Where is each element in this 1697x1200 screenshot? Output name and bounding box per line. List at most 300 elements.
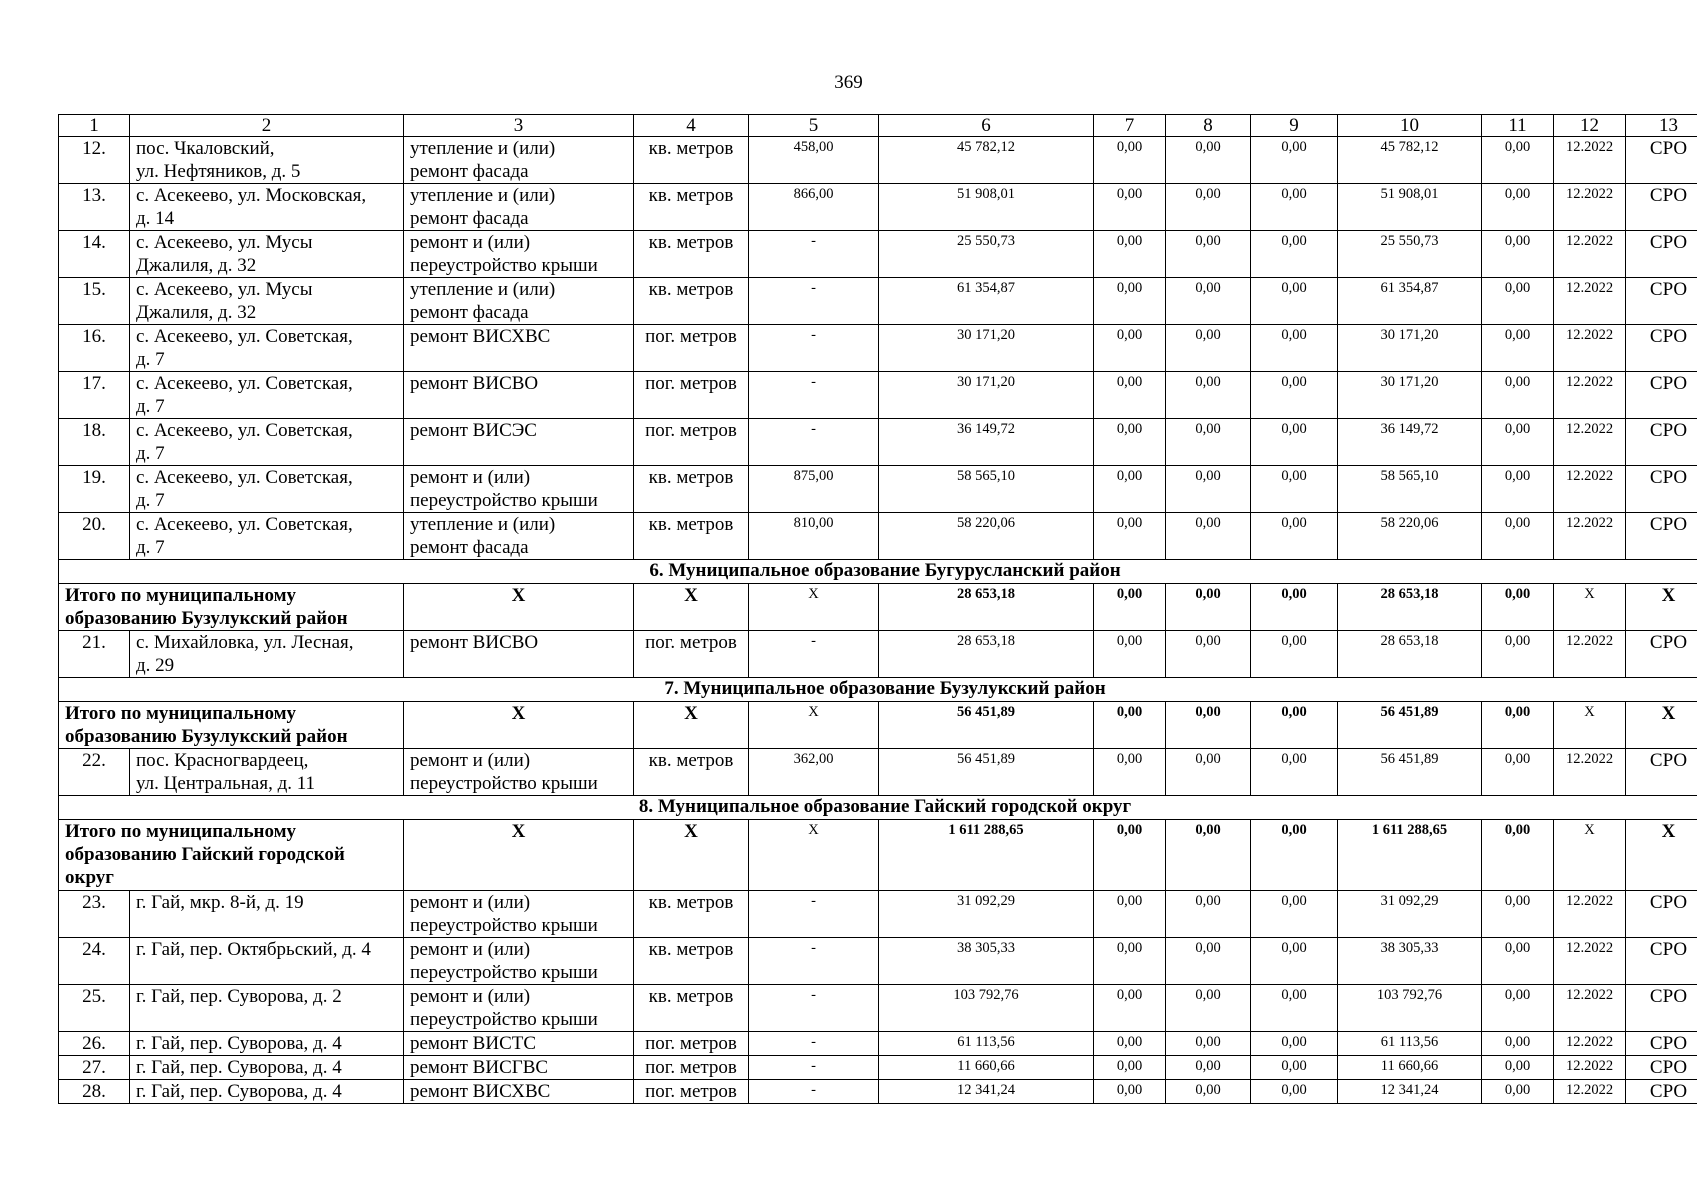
cell-8: 0,00 [1166,1080,1251,1104]
cell-12: 12.2022 [1554,466,1626,513]
work-type-line: ремонт ВИСГВС [410,1057,549,1078]
cell-11: 0,00 [1482,1032,1554,1056]
quantity: - [749,325,879,372]
cell-10: 38 305,33 [1338,938,1482,985]
address-line: г. Гай, мкр. 8-й, д. 19 [136,892,304,913]
cell-10: 51 908,01 [1338,184,1482,231]
cell-10: 25 550,73 [1338,231,1482,278]
address-line: с. Асекеево, ул. Мусы [136,232,313,253]
unit: пог. метров [634,1080,749,1104]
section-row [59,678,1697,702]
cell-9: 0,00 [1251,584,1338,631]
cell-12: 12.2022 [1554,938,1626,985]
cell-10: 45 782,12 [1338,137,1482,184]
address-line: с. Асекеево, ул. Советская, [136,373,353,394]
cell-9: 0,00 [1251,513,1338,560]
cell-9: 0,00 [1251,137,1338,184]
work-type-line: переустройство крыши [410,773,598,794]
table-row [59,372,1697,419]
row-number: 28. [59,1080,130,1104]
header-cell: 10 [1338,115,1482,137]
cell-9: 0,00 [1251,891,1338,938]
cell-9: 0,00 [1251,419,1338,466]
cell-12: 12.2022 [1554,513,1626,560]
cell-13: Х [1626,584,1697,631]
cell-11: 0,00 [1482,631,1554,678]
row-number: 19. [59,466,130,513]
header-cell: 8 [1166,115,1251,137]
cell-8: 0,00 [1166,278,1251,325]
work-type [404,372,634,419]
table-row [59,631,1697,678]
cell-total: 56 451,89 [879,702,1094,749]
work-type [404,419,634,466]
work-type-line: ремонт ВИСВО [410,632,539,653]
cell-12: 12.2022 [1554,325,1626,372]
work-type-line: переустройство крыши [410,962,598,983]
cell-13: СРО [1626,184,1697,231]
section-title: 6. Муниципальное образование Бугурусланский район [59,560,1697,584]
table-row [59,985,1697,1032]
page-number: 369 [834,72,863,93]
cell-total: 58 220,06 [879,513,1094,560]
unit: кв. метров [634,278,749,325]
cell-4: Х [634,702,749,749]
cell-8: 0,00 [1166,419,1251,466]
work-type [404,749,634,796]
cell-13: СРО [1626,231,1697,278]
unit: пог. метров [634,372,749,419]
cell-11: 0,00 [1482,1056,1554,1080]
cell-total: 36 149,72 [879,419,1094,466]
cell-7: 0,00 [1094,184,1166,231]
quantity: - [749,631,879,678]
cell-4: Х [634,584,749,631]
unit: пог. метров [634,1056,749,1080]
address [130,985,404,1032]
address-line: пос. Красногвардеец, [136,750,309,771]
cell-11: 0,00 [1482,702,1554,749]
unit: пог. метров [634,631,749,678]
cell-9: 0,00 [1251,1032,1338,1056]
cell-10: 61 354,87 [1338,278,1482,325]
cell-9: 0,00 [1251,1080,1338,1104]
cell-7: 0,00 [1094,820,1166,891]
cell-11: 0,00 [1482,513,1554,560]
unit: кв. метров [634,231,749,278]
work-type [404,231,634,278]
total-row [59,702,1697,749]
cell-7: 0,00 [1094,372,1166,419]
cell-13: СРО [1626,985,1697,1032]
quantity: - [749,1080,879,1104]
cell-9: 0,00 [1251,820,1338,891]
cell-10: 11 660,66 [1338,1056,1482,1080]
work-type-line: ремонт и (или) [410,986,531,1007]
cell-7: 0,00 [1094,584,1166,631]
row-number: 25. [59,985,130,1032]
address [130,137,404,184]
quantity: - [749,1032,879,1056]
total-row [59,584,1697,631]
cell-8: 0,00 [1166,231,1251,278]
quantity: 458,00 [749,137,879,184]
cell-13: СРО [1626,372,1697,419]
address-line: г. Гай, пер. Суворова, д. 4 [136,1057,342,1078]
cell-11: 0,00 [1482,278,1554,325]
cell-9: 0,00 [1251,325,1338,372]
cell-12: 12.2022 [1554,1032,1626,1056]
address-line: с. Михайловка, ул. Лесная, [136,632,354,653]
cell-total: 103 792,76 [879,985,1094,1032]
cell-7: 0,00 [1094,278,1166,325]
address-line: г. Гай, пер. Октябрьский, д. 4 [136,939,371,960]
cell-11: 0,00 [1482,466,1554,513]
address-line: ул. Центральная, д. 11 [136,773,316,794]
work-type-line: переустройство крыши [410,1009,598,1030]
work-type-line: ремонт и (или) [410,232,531,253]
cell-13: СРО [1626,891,1697,938]
table-row [59,1080,1697,1104]
table-row [59,419,1697,466]
cell-13: СРО [1626,1032,1697,1056]
cell-9: 0,00 [1251,278,1338,325]
section-row [59,560,1697,584]
row-number: 14. [59,231,130,278]
cell-13: СРО [1626,513,1697,560]
work-type-line: ремонт ВИСХВС [410,326,551,347]
header-cell: 1 [59,115,130,137]
total-label-line: Итого по муниципальному [65,821,297,842]
quantity: - [749,278,879,325]
cell-4: Х [634,820,749,891]
cell-11: 0,00 [1482,325,1554,372]
address-line: ул. Нефтяников, д. 5 [136,161,301,182]
cell-11: 0,00 [1482,985,1554,1032]
address [130,231,404,278]
quantity: - [749,938,879,985]
header-cell: 7 [1094,115,1166,137]
address [130,278,404,325]
cell-total: 31 092,29 [879,891,1094,938]
row-number: 26. [59,1032,130,1056]
work-type [404,1056,634,1080]
cell-7: 0,00 [1094,985,1166,1032]
work-type-line: переустройство крыши [410,255,598,276]
cell-8: 0,00 [1166,184,1251,231]
total-label-line: округ [65,867,114,888]
cell-total: 1 611 288,65 [879,820,1094,891]
work-type-line: утепление и (или) [410,514,556,535]
address [130,184,404,231]
cell-8: 0,00 [1166,584,1251,631]
quantity: - [749,419,879,466]
cell-11: 0,00 [1482,1080,1554,1104]
address [130,1056,404,1080]
cell-11: 0,00 [1482,820,1554,891]
cell-10: 28 653,18 [1338,631,1482,678]
address-line: д. 29 [136,655,175,676]
cell-7: 0,00 [1094,702,1166,749]
work-type-line: утепление и (или) [410,185,556,206]
work-type-line: ремонт ВИСТС [410,1033,537,1054]
cell-13: СРО [1626,137,1697,184]
cell-7: 0,00 [1094,419,1166,466]
row-number: 13. [59,184,130,231]
row-number: 22. [59,749,130,796]
cell-13: СРО [1626,1056,1697,1080]
table-body [59,115,1697,1104]
table-row [59,278,1697,325]
cell-11: 0,00 [1482,184,1554,231]
unit: кв. метров [634,985,749,1032]
cell-13: Х [1626,702,1697,749]
work-type-line: ремонт и (или) [410,892,531,913]
cell-8: 0,00 [1166,325,1251,372]
work-type-line: ремонт фасада [410,161,529,182]
cell-11: 0,00 [1482,749,1554,796]
cell-total: 30 171,20 [879,325,1094,372]
address [130,1032,404,1056]
cell-total: 61 354,87 [879,278,1094,325]
address-line: д. 7 [136,349,165,370]
cell-total: 11 660,66 [879,1056,1094,1080]
total-label [59,702,404,749]
cell-total: 25 550,73 [879,231,1094,278]
cell-7: 0,00 [1094,938,1166,985]
address [130,325,404,372]
cell-total: 61 113,56 [879,1032,1094,1056]
work-type [404,466,634,513]
unit: кв. метров [634,938,749,985]
cell-13: СРО [1626,419,1697,466]
cell-8: 0,00 [1166,702,1251,749]
cell-13: СРО [1626,325,1697,372]
cell-9: 0,00 [1251,372,1338,419]
work-type-line: переустройство крыши [410,915,598,936]
table-row [59,513,1697,560]
cell-7: 0,00 [1094,231,1166,278]
cell-total: 58 565,10 [879,466,1094,513]
cell-7: 0,00 [1094,1056,1166,1080]
cell-12: Х [1554,820,1626,891]
address-line: д. 14 [136,208,175,229]
cell-total: 30 171,20 [879,372,1094,419]
address [130,631,404,678]
cell-9: 0,00 [1251,231,1338,278]
cell-12: 12.2022 [1554,631,1626,678]
unit: кв. метров [634,184,749,231]
header-cell: 5 [749,115,879,137]
work-type [404,137,634,184]
cell-11: 0,00 [1482,231,1554,278]
work-type [404,1080,634,1104]
table-row [59,749,1697,796]
total-label-line: Итого по муниципальному [65,585,297,606]
cell-5: Х [749,584,879,631]
address [130,466,404,513]
unit: кв. метров [634,749,749,796]
cell-12: 12.2022 [1554,749,1626,796]
cell-7: 0,00 [1094,137,1166,184]
work-type [404,1032,634,1056]
cell-9: 0,00 [1251,184,1338,231]
cell-8: 0,00 [1166,749,1251,796]
cell-12: 12.2022 [1554,137,1626,184]
unit: кв. метров [634,891,749,938]
address-line: г. Гай, пер. Суворова, д. 4 [136,1081,342,1102]
cell-9: 0,00 [1251,985,1338,1032]
cell-total: 28 653,18 [879,584,1094,631]
table-row [59,938,1697,985]
cell-7: 0,00 [1094,466,1166,513]
cell-7: 0,00 [1094,749,1166,796]
cell-total: 56 451,89 [879,749,1094,796]
cell-12: 12.2022 [1554,891,1626,938]
cell-5: Х [749,820,879,891]
row-number: 24. [59,938,130,985]
address [130,372,404,419]
row-number: 17. [59,372,130,419]
header-cell: 11 [1482,115,1554,137]
cell-8: 0,00 [1166,985,1251,1032]
work-type-line: утепление и (или) [410,138,556,159]
cell-7: 0,00 [1094,891,1166,938]
header-cell: 3 [404,115,634,137]
cell-11: 0,00 [1482,137,1554,184]
cell-total: 12 341,24 [879,1080,1094,1104]
work-type [404,278,634,325]
cell-10: 28 653,18 [1338,584,1482,631]
cell-3: Х [404,584,634,631]
address-line: с. Асекеево, ул. Московская, [136,185,367,206]
quantity: - [749,1056,879,1080]
quantity: - [749,985,879,1032]
table-row [59,1032,1697,1056]
header-cell: 12 [1554,115,1626,137]
cell-9: 0,00 [1251,938,1338,985]
total-row [59,820,1697,891]
cell-12: 12.2022 [1554,184,1626,231]
cell-3: Х [404,702,634,749]
address-line: с. Асекеево, ул. Советская, [136,514,353,535]
header-cell: 9 [1251,115,1338,137]
address-line: г. Гай, пер. Суворова, д. 4 [136,1033,342,1054]
cell-10: 61 113,56 [1338,1032,1482,1056]
address [130,891,404,938]
quantity: 362,00 [749,749,879,796]
cell-12: 12.2022 [1554,985,1626,1032]
cell-9: 0,00 [1251,631,1338,678]
total-label-line: образованию Бузулукский район [65,608,348,629]
address-line: д. 7 [136,396,165,417]
total-label-line: образованию Бузулукский район [65,726,348,747]
row-number: 23. [59,891,130,938]
cell-11: 0,00 [1482,891,1554,938]
cell-10: 36 149,72 [1338,419,1482,466]
cell-8: 0,00 [1166,631,1251,678]
address-line: г. Гай, пер. Суворова, д. 2 [136,986,342,1007]
unit: пог. метров [634,1032,749,1056]
cell-7: 0,00 [1094,1032,1166,1056]
cell-12: 12.2022 [1554,231,1626,278]
work-type-line: ремонт фасада [410,302,529,323]
work-type-line: ремонт и (или) [410,750,531,771]
address [130,513,404,560]
quantity: - [749,231,879,278]
section-title: 8. Муниципальное образование Гайский городской округ [59,796,1697,820]
work-type-line: ремонт и (или) [410,939,531,960]
work-type [404,325,634,372]
work-type-line: утепление и (или) [410,279,556,300]
total-label [59,820,404,891]
cell-total: 45 782,12 [879,137,1094,184]
cell-8: 0,00 [1166,938,1251,985]
work-type-line: переустройство крыши [410,490,598,511]
quantity: - [749,372,879,419]
cell-9: 0,00 [1251,749,1338,796]
work-type [404,938,634,985]
work-type [404,184,634,231]
unit: пог. метров [634,419,749,466]
cell-8: 0,00 [1166,372,1251,419]
unit: кв. метров [634,466,749,513]
row-number: 21. [59,631,130,678]
unit: кв. метров [634,513,749,560]
cell-10: 12 341,24 [1338,1080,1482,1104]
cell-10: 58 220,06 [1338,513,1482,560]
total-label [59,584,404,631]
table-row [59,184,1697,231]
quantity: 866,00 [749,184,879,231]
row-number: 12. [59,137,130,184]
quantity: 810,00 [749,513,879,560]
cell-total: 28 653,18 [879,631,1094,678]
address-line: пос. Чкаловский, [136,138,275,159]
cell-8: 0,00 [1166,1056,1251,1080]
header-cell: 4 [634,115,749,137]
cell-5: Х [749,702,879,749]
work-type [404,513,634,560]
cell-8: 0,00 [1166,466,1251,513]
unit: кв. метров [634,137,749,184]
unit: пог. метров [634,325,749,372]
row-number: 15. [59,278,130,325]
cell-8: 0,00 [1166,891,1251,938]
row-number: 18. [59,419,130,466]
address-line: с. Асекеево, ул. Советская, [136,420,353,441]
cell-12: 12.2022 [1554,1056,1626,1080]
address-line: д. 7 [136,443,165,464]
cell-9: 0,00 [1251,702,1338,749]
row-number: 16. [59,325,130,372]
work-type-line: ремонт фасада [410,208,529,229]
quantity: 875,00 [749,466,879,513]
table-row [59,891,1697,938]
work-type [404,985,634,1032]
cell-total: 51 908,01 [879,184,1094,231]
table-row [59,231,1697,278]
cell-7: 0,00 [1094,325,1166,372]
address [130,419,404,466]
header-cell: 13 [1626,115,1697,137]
cell-7: 0,00 [1094,1080,1166,1104]
section-title: 7. Муниципальное образование Бузулукский район [59,678,1697,702]
cell-10: 56 451,89 [1338,702,1482,749]
cell-7: 0,00 [1094,513,1166,560]
address [130,749,404,796]
cell-12: 12.2022 [1554,1080,1626,1104]
